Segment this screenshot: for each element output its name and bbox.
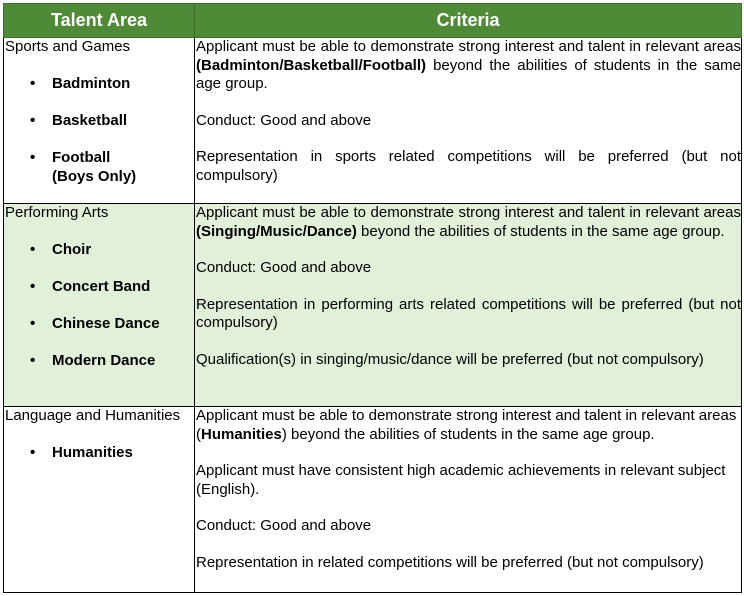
list-item bbox=[4, 74, 194, 93]
header-row bbox=[4, 4, 742, 38]
criteria-paragraph bbox=[196, 204, 741, 241]
talent-criteria-table bbox=[3, 3, 742, 593]
header-talent-area: Talent Area bbox=[4, 4, 195, 38]
criteria-emphasis: Humanities bbox=[201, 425, 282, 443]
list-item-label: Football bbox=[52, 149, 111, 166]
bullet-icon: • bbox=[30, 315, 36, 332]
table-row bbox=[4, 38, 742, 204]
criteria-cell bbox=[195, 204, 742, 407]
criteria-text: beyond the abilities of students in the same age group. bbox=[356, 222, 725, 240]
bullet-icon: • bbox=[30, 112, 36, 129]
header-criteria: Criteria bbox=[195, 4, 742, 38]
criteria-text: Applicant must be able to demonstrate strong interest and talent in relevant areas bbox=[196, 38, 741, 55]
bullet-icon: • bbox=[30, 444, 36, 461]
list-item-label: Choir bbox=[52, 241, 92, 258]
talent-area-label: Performing Arts bbox=[5, 204, 109, 221]
list-item bbox=[4, 314, 194, 333]
list-item-label: Badminton bbox=[52, 75, 131, 92]
criteria-text: ) beyond the abilities of students in the same age group. bbox=[281, 425, 655, 443]
list-item-label: Concert Band bbox=[52, 278, 151, 295]
criteria-paragraph bbox=[196, 407, 741, 444]
table-row bbox=[4, 407, 742, 593]
bullet-icon: • bbox=[30, 278, 36, 295]
talent-area-cell bbox=[4, 38, 195, 204]
talent-list bbox=[4, 74, 194, 186]
bullet-icon: • bbox=[30, 75, 36, 92]
talent-area-cell bbox=[4, 204, 195, 407]
bullet-icon: • bbox=[30, 149, 36, 166]
criteria-paragraph: Conduct: Good and above bbox=[196, 517, 372, 535]
criteria-text: beyond the abilities of students in the same age group. bbox=[196, 56, 741, 93]
criteria-text: Applicant must be able to demonstrate strong interest and talent in relevant areas bbox=[196, 204, 741, 221]
list-item bbox=[4, 111, 194, 130]
criteria-text: Applicant must be able to demonstrate strong interest and talent in relevant areas ( bbox=[196, 407, 737, 443]
list-item bbox=[4, 148, 194, 186]
talent-area-label: Language and Humanities bbox=[5, 407, 181, 424]
talent-area-cell bbox=[4, 407, 195, 593]
list-item-label: Basketball bbox=[52, 112, 128, 129]
list-item-label: Modern Dance bbox=[52, 352, 156, 369]
list-item-label: Chinese Dance bbox=[52, 315, 160, 332]
list-item bbox=[4, 240, 194, 259]
criteria-paragraph: Representation in performing arts related competitions will be preferred (but not compulsory) bbox=[196, 295, 741, 332]
list-item-label: Humanities bbox=[52, 444, 133, 461]
criteria-emphasis: (Badminton/Basketball/Football) bbox=[196, 56, 427, 74]
criteria-paragraph: Qualification(s) in singing/music/dance will be preferred (but not compulsory) bbox=[196, 350, 704, 368]
bullet-icon: • bbox=[30, 352, 36, 369]
criteria-emphasis: (Singing/Music/Dance) bbox=[196, 222, 357, 240]
bullet-icon: • bbox=[30, 241, 36, 258]
criteria-paragraph: Applicant must have consistent high academic achievements in relevant subject (English). bbox=[196, 462, 726, 498]
list-item-note: (Boys Only) bbox=[52, 168, 137, 185]
talent-list bbox=[4, 443, 194, 462]
talent-list bbox=[4, 240, 194, 370]
criteria-paragraph bbox=[196, 38, 741, 94]
list-item bbox=[4, 277, 194, 296]
list-item bbox=[4, 443, 194, 462]
criteria-paragraph: Representation in related competitions will be preferred (but not compulsory) bbox=[196, 553, 704, 571]
criteria-cell bbox=[195, 407, 742, 593]
criteria-paragraph: Conduct: Good and above bbox=[196, 259, 372, 277]
talent-area-label: Sports and Games bbox=[5, 38, 131, 55]
criteria-paragraph: Representation in sports related competitions will be preferred (but not compulsory) bbox=[196, 148, 741, 184]
criteria-cell bbox=[195, 38, 742, 204]
table-row bbox=[4, 204, 742, 407]
criteria-paragraph: Conduct: Good and above bbox=[196, 111, 372, 129]
list-item bbox=[4, 351, 194, 370]
